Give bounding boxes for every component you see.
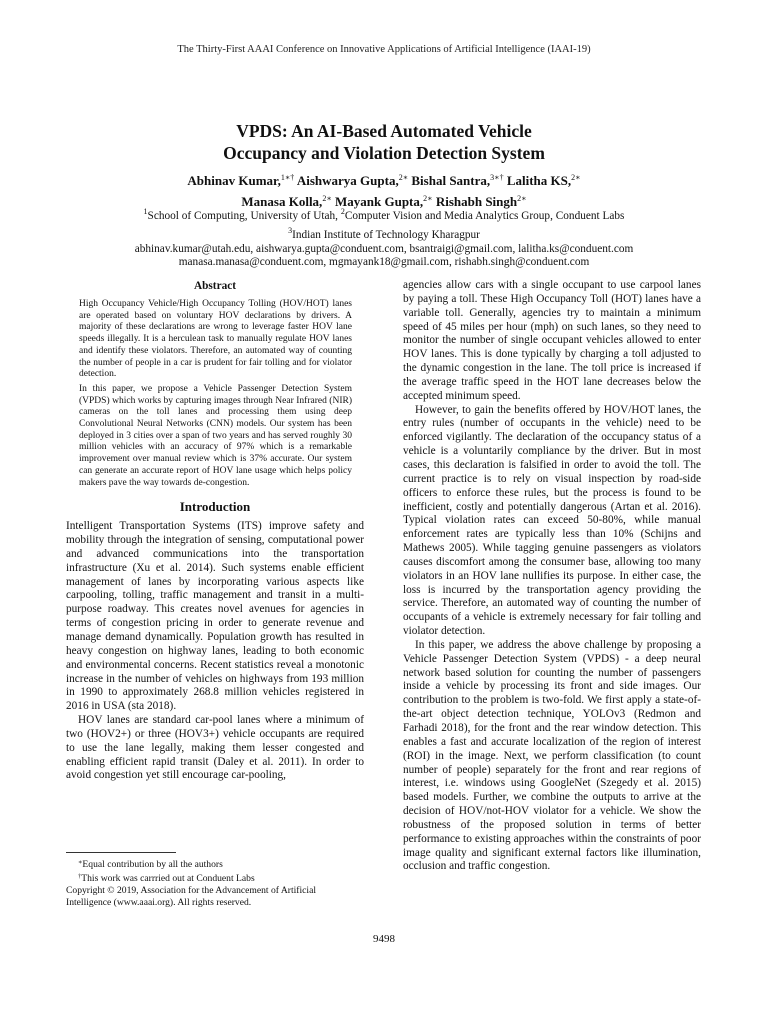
affiliation-line-1: $^1$School of Computing, University of Utah, $^2$Computer Vision and Media Analytics Group, Conduent Labs (143, 207, 625, 222)
author-name: Bishal Santra, (411, 173, 491, 188)
author-name: Abhinav Kumar, (187, 173, 281, 188)
affiliations (0, 205, 768, 270)
conference-header: The Thirty-First AAAI Conference on Innovative Applications of Artificial Intelligence (IAAI-19) (177, 44, 591, 55)
footnote-equal-contribution: ∗Equal contribution by all the authors (78, 859, 223, 870)
author-sup: 2∗ (398, 173, 409, 182)
abstract-heading: Abstract (193, 280, 237, 292)
abstract-paragraph: High Occupancy Vehicle/High Occupancy Tolling (HOV/HOT) lanes are operated based on voluntary HOV declarations by drivers. A majority of these declarations are wrong to leverage faster HOV lane speeds illegally. It is a herculean task to manually regulate HOV lanes and identify these violators. Therefore, an automated way of counting the number of people in a car is prudent for fair tolling and for violator detection. (79, 299, 352, 380)
abstract-paragraph: In this paper, we propose a Vehicle Passenger Detection System (VPDS) which works by capturing images through Near Infrared (NIR) cameras on the toll lanes and processing them using deep Convolutional Neural Networks (CNN) models. Our system has been deployed in 3 cities over a span of two years and has served roughly 30 million vehicles with an accuracy of 97% which is a remarkable improvement over manual review which is 37% accurate. Our system can generate an accurate report of HOV lane usage which helps policy makers pave the way towards de-congestion. (79, 383, 352, 488)
introduction-body (66, 520, 364, 783)
page-number: 9498 (373, 933, 395, 945)
author-sup: 2∗ (322, 194, 332, 203)
author-sup: 2∗ (571, 173, 581, 182)
author-name: Aishwarya Gupta, (296, 173, 399, 188)
copyright-line-2: Intelligence (www.aaai.org). All rights reserved. (66, 897, 252, 908)
author-sup: 3∗† (490, 173, 504, 182)
title-line-2: Occupancy and Violation Detection System (223, 143, 545, 163)
author-name: Mayank Gupta, (335, 194, 424, 209)
footnote-conduent: †This work was carrried out at Conduent Labs (78, 873, 255, 884)
authors-line-1 (0, 169, 768, 190)
author-name: Rishabh Singh (435, 194, 518, 209)
footnotes (66, 857, 364, 909)
right-column (403, 279, 701, 874)
title-line-1: VPDS: An AI-Based Automated Vehicle (236, 121, 532, 141)
introduction-heading: Introduction (179, 499, 251, 515)
body-paragraph: HOV lanes are standard car-pool lanes where a minimum of two (HOV2+) or three (HOV3+) vehicle occupants are required to use the lane legally, making them lesser congested and enabling efficient rapid transit (Daley et al. 2011). In order to avoid congestion yet still encourage car-pooling, (66, 714, 364, 782)
email-line-1: abhinav.kumar@utah.edu, aishwarya.gupta@conduent.com, bsantraigi@gmail.com, lalitha.ks@conduent.com (134, 242, 634, 255)
abstract-body (79, 299, 352, 489)
affiliation-iit: Indian Institute of Technology Kharagpur (292, 228, 480, 241)
body-paragraph: However, to gain the benefits offered by HOV/HOT lanes, the entry rules (number of occupants in the vehicle) need to be enforced vigilantly. The declaration of the occupancy status of a vehicle is a voluntarily compliance by the driver. But in most cases, this declaration is falsified in order to avoid the toll. The current practice is to rely on visual inspection by road-side officers to enforce these rules, but the process is found to be inefficient, costly and potentially dangerous (Artan et al. 2016). Typical violation rates can exceed 50-80%, while manual enforcement rates are typically less than 10% (Schijns and Mathews 2005). While tagging genuine passengers as violators causes discomfort among the consumer base, allowing too many violators in an HOV lane nullifies its purpose. In either case, the loss is incurred by the transportation agency providing the service. Therefore, an automated way of counting the number of occupants of a vehicle is extremely necessary for fair tolling and violator detection. (403, 403, 701, 638)
author-sup: 1∗† (280, 173, 295, 182)
affiliation-conduent: Computer Vision and Media Analytics Group, Conduent Labs (344, 210, 625, 222)
left-column (66, 279, 364, 783)
body-paragraph: agencies allow cars with a single occupant to use carpool lanes by paying a toll. These High Occupancy Toll (HOT) lanes have a variable toll. Generally, agencies try to maintain a minimum speed of 45 miles per hour (mph) on such lanes, so they need to monitor the number of single occupant vehicles allowed to enter HOV lanes. This is done typically by charging a toll adjusted to the dynamic congestion in the lane. The toll price is increased if the average traffic speed in the HOT lane decreases below the accepted minimum speed. (403, 279, 701, 402)
body-paragraph: Intelligent Transportation Systems (ITS) improve safety and mobility through the integration of sensing, computational power and advanced communications into the transportation infrastructure (Xu et al. 2014). Such systems enable efficient management of lanes by incorporating various aspects like carpooling, tolling, traffic management and transit in a multi-purpose roadway. This creates novel avenues for agencies in terms of congestion pricing in order to generate revenue and manage demand dynamically. Population growth has resulted in heavy congestion on highway lanes, leading to both economic and environmental concerns. Recent statistics reveal a monotonic increase in the number of vehicles on highways from 193 million in 1990 to approximately 268.8 million vehicles registered in 2016 in USA (sta 2018). (66, 520, 364, 713)
footnote-divider (66, 852, 176, 853)
author-name: Lalitha KS, (506, 173, 572, 188)
author-name: Manasa Kolla, (241, 194, 323, 209)
affiliation-line-2: $^3$Indian Institute of Technology Kharagpur (288, 225, 480, 241)
author-sup: 2∗ (517, 194, 527, 203)
affiliation-utah: School of Computing, University of Utah, (147, 210, 341, 222)
body-paragraph: In this paper, we address the above challenge by proposing a Vehicle Passenger Detection System (VPDS) - a deep neural network based solution for counting the number of passengers inside a vehicle by processing its front and side images. Our contribution to the problem is two-fold. We first apply a state-of-the-art object detection technique, YOLOv3 (Redmon and Farhadi 2018), for the front and the rear window detection. This enables a fast and accurate localization of the region of interest (ROI) in the image. Next, we perform classification (to count number of people) separately for the front and rear regions of interest, i.e. windows using GoogleNet (Szegedy et al. 2015) based models. Further, we combine the outputs to arrive at the decision of HOV/not-HOV violator for a vehicle. We show the robustness of the proposed solution in terms of better performance to existing approaches within the constraints of poor image quality and significant external factors like illumination, occlusion and traffic congestion. (403, 638, 701, 873)
paper-title (0, 120, 768, 164)
email-line-2: manasa.manasa@conduent.com, mgmayank18@gmail.com, rishabh.singh@conduent.com (178, 256, 590, 269)
author-sup: 2∗ (423, 194, 433, 203)
copyright-line-1: Copyright © 2019, Association for the Advancement of Artificial (66, 885, 317, 896)
